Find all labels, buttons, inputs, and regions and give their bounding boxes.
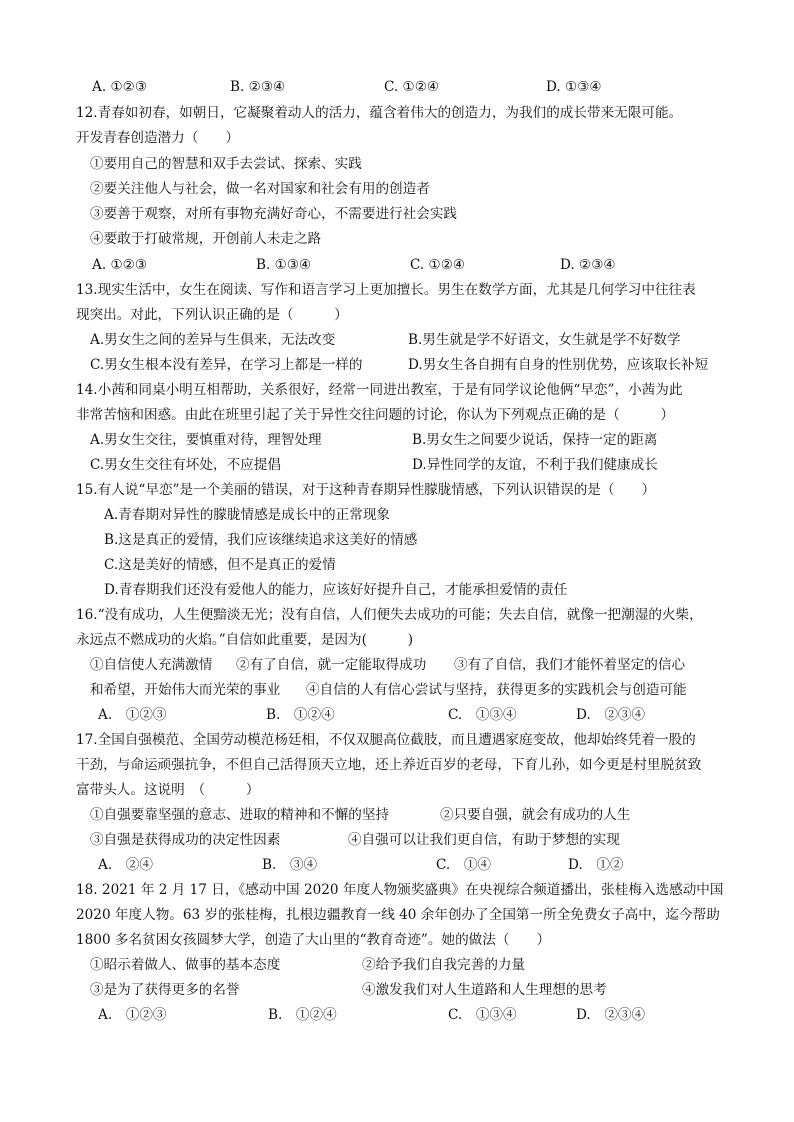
q12-option-d: D. ②③④ xyxy=(560,257,616,273)
q15-option-d: D.青春期我们还没有爱他人的能力，应该好好提升自己，才能承担爱情的责任 xyxy=(104,582,568,598)
q14-option-c: C.男女生交往有坏处，不应提倡 xyxy=(90,457,281,473)
q18-option-d: D. ②③④ xyxy=(576,1007,646,1023)
q17-stem-line-1: 17.全国自强模范、全国劳动模范杨廷相，不仅双腿高位截肢，而且遭遇家庭变故，他却始终凭着一股的 xyxy=(76,732,696,748)
q16-item-2: ②有了自信，就一定能取得成功 xyxy=(236,657,427,673)
q17-item-4: ④自强可以让我们更自信，有助于梦想的实现 xyxy=(348,832,620,848)
q13-option-d: D.男女生各自拥有自身的性别优势，应该取长补短 xyxy=(408,357,709,373)
q12-item-4: ④要敢于打破常规，开创前人未走之路 xyxy=(90,231,322,247)
q18-item-4: ④激发我们对人生道路和人生理想的思考 xyxy=(362,982,607,998)
q15-option-c: C.这是美好的情感，但不是真正的爱情 xyxy=(104,557,336,573)
q17-option-c: C. ①④ xyxy=(436,857,492,873)
q12-option-b: B. ①③④ xyxy=(256,257,312,273)
q16-option-a: A. ①②③ xyxy=(98,707,167,723)
q18-stem-line-2: 2020 年度人物。63 岁的张桂梅，扎根边疆教育一线 40 余年创办了全国第一所全免费女子高中，迄今帮助 xyxy=(76,907,720,923)
q17-item-1: ①自强要靠坚强的意志、进取的精神和不懈的坚持 xyxy=(90,807,390,823)
q13-option-b: B.男生就是学不好语文，女生就是学不好数学 xyxy=(408,332,681,348)
q12-item-3: ③要善于观察，对所有事物充满好奇心，不需要进行社会实践 xyxy=(90,206,458,222)
q18-item-2: ②给予我们自我完善的力量 xyxy=(362,957,526,973)
q18-item-3: ③是为了获得更多的名誉 xyxy=(90,982,240,998)
q16-option-b: B. ①②④ xyxy=(266,707,335,723)
q14-stem-line-1: 14.小茜和同桌小明互相帮助，关系很好，经常一同进出教室，于是有同学议论他俩“早恋”，小茜为此 xyxy=(76,382,683,398)
q11-option-c: C. ①②④ xyxy=(384,79,440,95)
q12-stem-line-1: 12.青春如初春，如朝日，它凝聚着动人的活力，蕴含着伟大的创造力，为我们的成长带来无限可能。 xyxy=(76,105,683,121)
q14-stem-line-2: 非常苦恼和困惑。由此在班里引起了关于异性交往问题的讨论，你认为下列观点正确的是（ ） xyxy=(76,407,675,423)
q16-option-c: C. ①③④ xyxy=(448,707,517,723)
q11-option-b: B. ②③④ xyxy=(230,79,286,95)
q17-stem-line-2: 干劲，与命运顽强抗争，不但自己活得顶天立地，还上养近百岁的老母，下育儿孙，如今更是村里脱贫致 xyxy=(76,757,702,773)
q16-stem-line-1: 16.“没有成功，人生便黯淡无光；没有自信，人们便失去成功的可能；失去自信，就像一把潮湿的火柴， xyxy=(76,607,703,623)
q15-option-b: B.这是真正的爱情，我们应该继续追求这美好的情感 xyxy=(104,532,418,548)
q18-option-b: B. ①②④ xyxy=(268,1007,337,1023)
q14-option-a: A.男女生交往，要慎重对待，理智处理 xyxy=(90,432,322,448)
q18-item-1: ①昭示着做人、做事的基本态度 xyxy=(90,957,281,973)
q16-item-3: ③有了自信，我们才能怀着坚定的信心 xyxy=(454,657,686,673)
q15-option-a: A.青春期对异性的朦胧情感是成长中的正常现象 xyxy=(104,507,391,523)
q12-item-2: ②要关注他人与社会，做一名对国家和社会有用的创造者 xyxy=(90,181,430,197)
q16-item-1: ①自信使人充满激情 xyxy=(90,657,213,673)
q16-stem-line-2: 永远点不燃成功的火焰。”自信如此重要，是因为( ) xyxy=(76,632,414,648)
q14-option-b: B.男女生之间要少说话，保持一定的距离 xyxy=(412,432,658,448)
q15-stem: 15.有人说“早恋”是一个美丽的错误，对于这种青春期异性朦胧情感，下列认识错误的是（ ） xyxy=(76,482,656,498)
q17-option-a: A. ②④ xyxy=(98,857,153,873)
q13-option-a: A.男女生之间的差异与生俱来，无法改变 xyxy=(90,332,336,348)
q17-item-2: ②只要自强，就会有成功的人生 xyxy=(440,807,631,823)
q18-stem-line-1: 18. 2021 年 2 月 17 日，《感动中国 2020 年度人物颁奖盛典》在央视综合频道播出，张桂梅入选感动中国 xyxy=(76,882,724,898)
q16-option-d: D. ②③④ xyxy=(576,707,646,723)
q12-item-1: ①要用自己的智慧和双手去尝试、探索、实践 xyxy=(90,156,362,172)
q12-stem-line-2: 开发青春创造潜力（ ） xyxy=(76,130,240,146)
q18-stem-line-3: 1800 多名贫困女孩圆梦大学，创造了大山里的“教育奇迹”。她的做法（ ） xyxy=(76,932,551,948)
q13-option-c: C.男女生根本没有差异，在学习上都是一样的 xyxy=(90,357,363,373)
q14-option-d: D.异性同学的友谊，不利于我们健康成长 xyxy=(412,457,658,473)
q16-item-4: ④自信的人有信心尝试与坚持，获得更多的实践机会与创造可能 xyxy=(306,682,687,698)
q17-item-3: ③自强是获得成功的决定性因素 xyxy=(90,832,281,848)
q12-option-a: A. ①②③ xyxy=(92,257,148,273)
q13-stem-line-1: 13.现实生活中，女生在阅读、写作和语言学习上更加擅长。男生在数学方面，尤其是几何学习中往往表 xyxy=(76,282,696,298)
q16-item-3-cont: 和希望，开始伟大而光荣的事业 xyxy=(90,682,281,698)
q17-stem-line-3: 富带头人。这说明 （ ） xyxy=(76,782,260,798)
q13-stem-line-2: 现突出。对此，下列认识正确的是（ ） xyxy=(76,307,348,323)
q11-option-a: A. ①②③ xyxy=(92,79,148,95)
q11-option-d: D. ①③④ xyxy=(546,79,602,95)
q18-option-c: C. ①③④ xyxy=(448,1007,517,1023)
q18-option-a: A. ①②③ xyxy=(98,1007,167,1023)
q12-option-c: C. ①②④ xyxy=(410,257,466,273)
q17-option-d: D. ①② xyxy=(568,857,624,873)
q17-option-b: B. ③④ xyxy=(262,857,318,873)
